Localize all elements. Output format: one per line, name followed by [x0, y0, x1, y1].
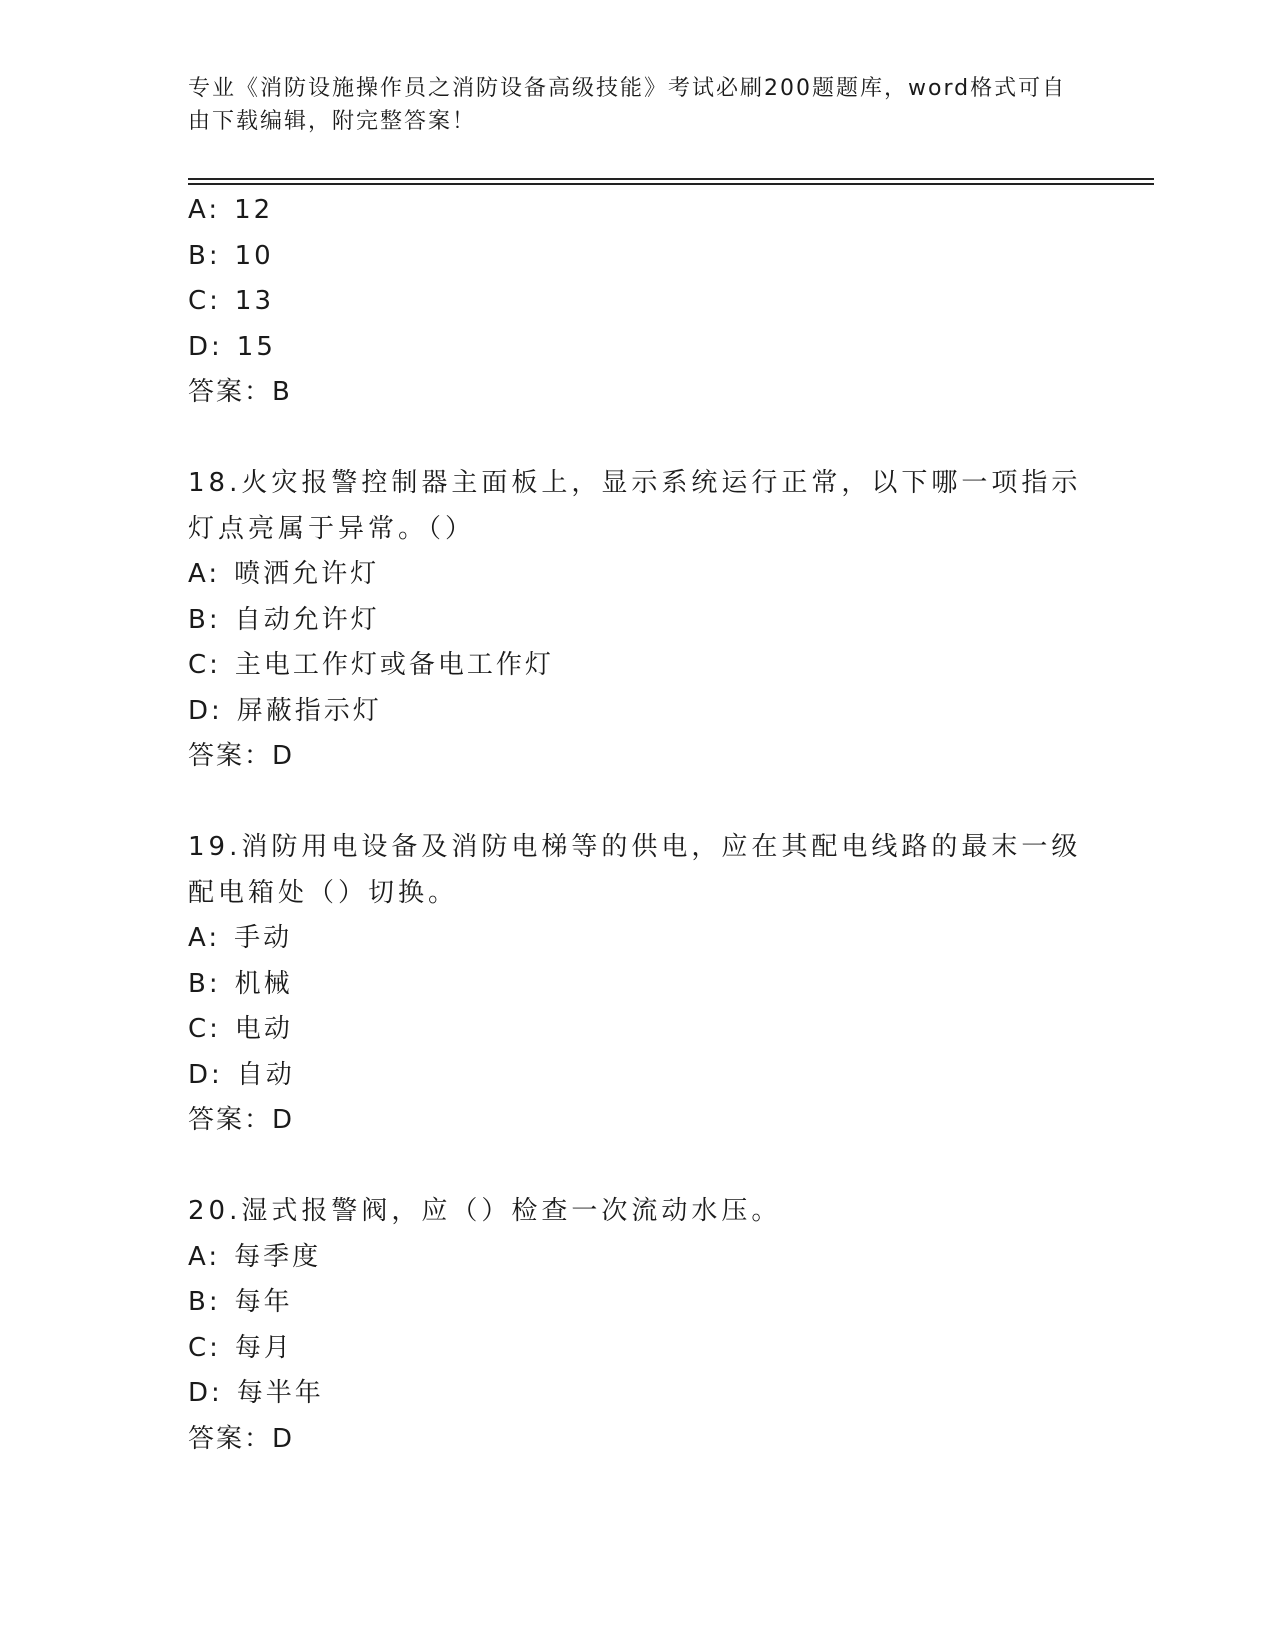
option-text: 电动: [234, 1014, 293, 1044]
option-text: 15: [236, 331, 276, 362]
option-text: 自动允许灯: [234, 604, 380, 635]
option-a: [188, 188, 1088, 234]
option-c: [188, 279, 1088, 325]
option-key: D:: [188, 1059, 223, 1090]
option-key: A:: [188, 923, 221, 953]
option-a: [188, 1235, 1088, 1281]
question-20: [188, 1189, 1088, 1462]
option-a: [188, 916, 1088, 962]
option-b: [188, 234, 1088, 280]
header-divider-bottom: [188, 183, 1154, 185]
answer: 答案：D: [188, 741, 295, 771]
spacer: [188, 780, 1088, 826]
option-key: B:: [188, 1287, 221, 1317]
option-text: 12: [234, 195, 274, 225]
question-text: 18.火灾报警控制器主面板上，显示系统运行正常，以下哪一项指示灯点亮属于异常。（）: [188, 468, 1082, 544]
option-key: A:: [188, 1241, 221, 1272]
option-text: 主电工作灯或备电工作灯: [234, 650, 554, 680]
option-text: 每年: [234, 1287, 293, 1317]
option-text: 手动: [234, 923, 293, 953]
option-key: D:: [188, 331, 223, 362]
question-17: [188, 188, 1088, 416]
question-list: [188, 188, 1088, 1462]
option-d: [188, 1053, 1088, 1099]
answer: 答案：D: [188, 1105, 295, 1135]
option-text: 13: [234, 286, 275, 316]
option-key: C:: [188, 286, 221, 316]
option-key: B:: [188, 240, 221, 271]
option-b: [188, 962, 1088, 1008]
option-key: A:: [188, 559, 221, 589]
option-text: 10: [234, 240, 274, 271]
option-text: 每半年: [236, 1378, 324, 1408]
document-header: 专业《消防设施操作员之消防设备高级技能》考试必刷200题题库，word格式可自由下载编辑，附完整答案！: [188, 76, 1067, 134]
option-text: 机械: [234, 968, 293, 999]
option-key: D:: [188, 695, 223, 726]
answer: 答案：D: [188, 1423, 295, 1454]
option-text: 每季度: [234, 1241, 322, 1272]
option-d: [188, 689, 1088, 735]
option-b: [188, 1280, 1088, 1326]
option-key: B:: [188, 968, 221, 999]
option-text: 自动: [236, 1059, 295, 1090]
option-a: [188, 552, 1088, 598]
spacer: [188, 416, 1088, 462]
answer: 答案：B: [188, 377, 292, 407]
option-key: B:: [188, 604, 221, 635]
question-text: 19.消防用电设备及消防电梯等的供电，应在其配电线路的最末一级配电箱处（）切换。: [188, 832, 1082, 908]
option-key: C:: [188, 1014, 221, 1044]
option-c: [188, 1326, 1088, 1372]
question-19: [188, 825, 1088, 1144]
option-c: [188, 643, 1088, 689]
question-18: [188, 461, 1088, 780]
option-b: [188, 598, 1088, 644]
option-c: [188, 1007, 1088, 1053]
spacer: [188, 1144, 1088, 1190]
option-key: C:: [188, 650, 221, 680]
option-text: 每月: [234, 1332, 293, 1363]
option-key: C:: [188, 1332, 221, 1363]
option-key: A:: [188, 195, 221, 225]
header-divider-top: [188, 178, 1154, 180]
option-d: [188, 1371, 1088, 1417]
option-text: 屏蔽指示灯: [236, 695, 382, 726]
option-key: D:: [188, 1378, 223, 1408]
question-text: 20.湿式报警阀，应（）检查一次流动水压。: [188, 1196, 782, 1226]
option-text: 喷洒允许灯: [234, 559, 380, 589]
option-d: [188, 325, 1088, 371]
